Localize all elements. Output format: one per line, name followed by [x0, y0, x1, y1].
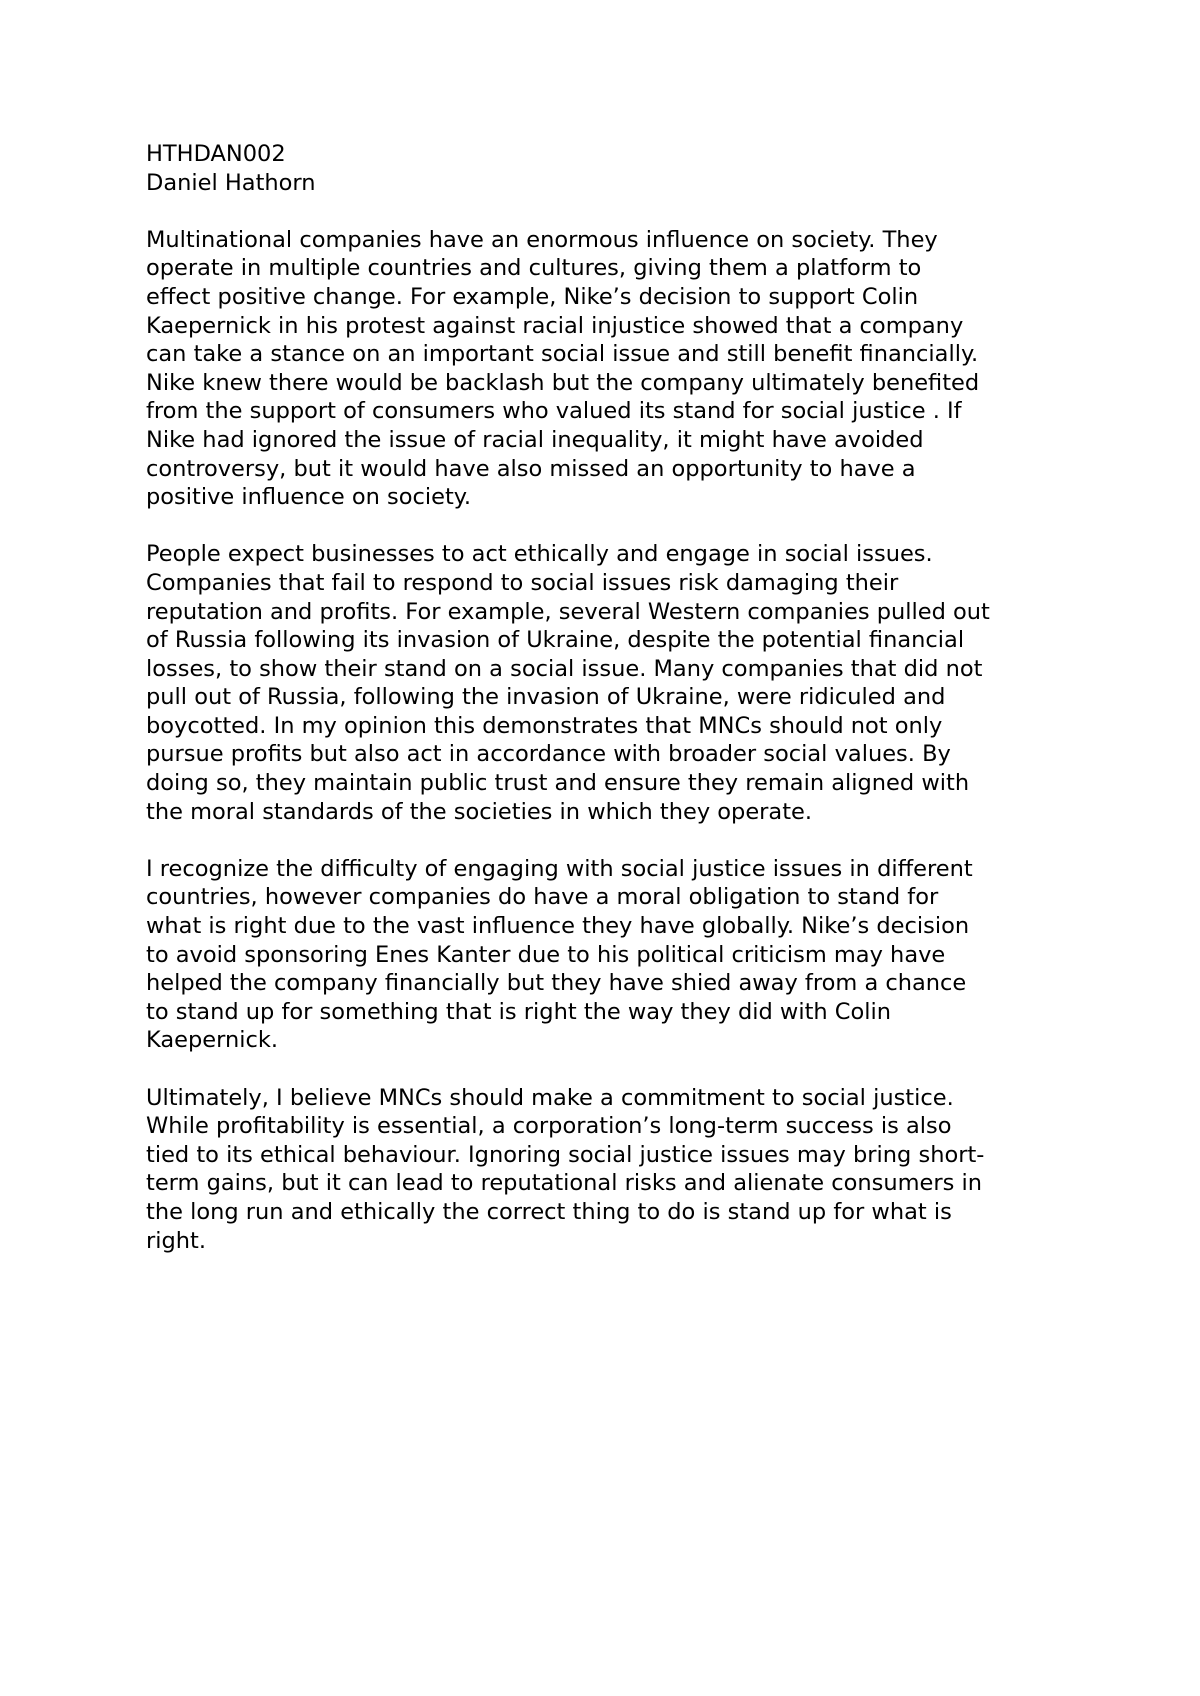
text-line: helped the company financially but they have shied away from a chance [146, 970, 967, 997]
text-line: positive influence on society. [146, 484, 472, 511]
text-line: to stand up for something that is right the way they did with Colin [146, 998, 892, 1025]
paragraphs-container [146, 226, 1076, 1255]
paragraph-1 [146, 226, 1076, 512]
text-line: Ultimately, I believe MNCs should make a commitment to social justice. [146, 1084, 954, 1111]
paragraph-2 [146, 540, 1076, 826]
text-line: of Russia following its invasion of Ukraine, despite the potential financial [146, 627, 965, 654]
text-line: from the support of consumers who valued its stand for social justice . If [146, 398, 962, 425]
student-id: HTHDAN002 [146, 141, 286, 167]
text-line: Multinational companies have an enormous influence on society. They [146, 226, 938, 253]
text-line: Nike had ignored the issue of racial inequality, it might have avoided [146, 426, 924, 453]
text-line: countries, however companies do have a moral obligation to stand for [146, 884, 939, 911]
text-line: what is right due to the vast influence they have globally. Nike’s decision [146, 913, 970, 940]
text-line: the long run and ethically the correct thing to do is stand up for what is [146, 1198, 952, 1225]
text-line: to avoid sponsoring Enes Kanter due to his political criticism may have [146, 941, 946, 968]
text-line: controversy, but it would have also missed an opportunity to have a [146, 455, 916, 482]
text-line: pull out of Russia, following the invasion of Ukraine, were ridiculed and [146, 684, 946, 711]
text-line: boycotted. In my opinion this demonstrates that MNCs should not only [146, 712, 943, 739]
text-line: Companies that fail to respond to social issues risk damaging their [146, 569, 899, 596]
text-line: Nike knew there would be backlash but the company ultimately benefited [146, 369, 980, 396]
text-line: right. [146, 1227, 207, 1254]
text-line: People expect businesses to act ethically and engage in social issues. [146, 541, 933, 568]
text-line: can take a stance on an important social issue and still benefit financially. [146, 341, 979, 368]
author-name: Daniel Hathorn [146, 169, 316, 196]
text-line: Kaepernick in his protest against racial injustice showed that a company [146, 312, 964, 339]
text-line: doing so, they maintain public trust and ensure they remain aligned with [146, 770, 970, 797]
text-line: reputation and profits. For example, several Western companies pulled out [146, 598, 990, 625]
text-line: losses, to show their stand on a social issue. Many companies that did not [146, 655, 983, 682]
paragraph-3 [146, 855, 1076, 1055]
document-body [146, 140, 1076, 1255]
text-line: While profitability is essential, a corporation’s long-term success is also [146, 1113, 952, 1140]
text-line: tied to its ethical behaviour. Ignoring social justice issues may bring short- [146, 1141, 985, 1168]
text-line: Kaepernick. [146, 1027, 279, 1054]
text-line: operate in multiple countries and cultures, giving them a platform to [146, 255, 922, 282]
text-line: term gains, but it can lead to reputational risks and alienate consumers in [146, 1170, 982, 1197]
text-line: I recognize the difficulty of engaging with social justice issues in different [146, 855, 973, 882]
paragraph-4 [146, 1084, 1076, 1256]
text-line: pursue profits but also act in accordance with broader social values. By [146, 741, 951, 768]
text-line: the moral standards of the societies in which they operate. [146, 798, 813, 825]
text-line: effect positive change. For example, Nike’s decision to support Colin [146, 283, 919, 310]
